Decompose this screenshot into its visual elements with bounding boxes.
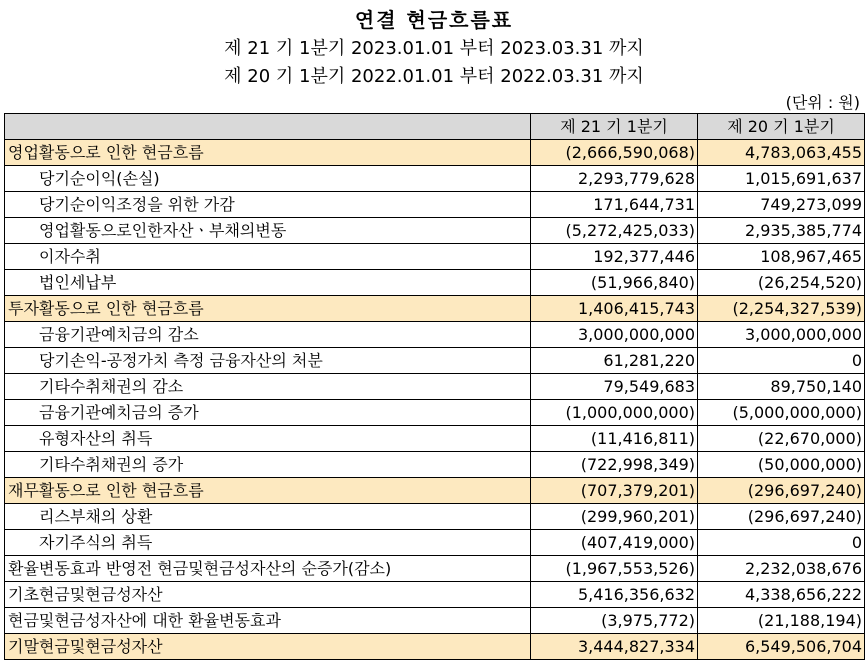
- current-period-value: 2,293,779,628: [531, 166, 698, 192]
- prior-period-value: 3,000,000,000: [698, 322, 865, 348]
- table-row: [5, 192, 865, 218]
- table-row: [5, 556, 865, 582]
- current-period-value: 61,281,220: [531, 348, 698, 374]
- current-period-value: (1,000,000,000): [531, 400, 698, 426]
- row-label: 법인세납부: [5, 270, 531, 296]
- prior-period-value: (22,670,000): [698, 426, 865, 452]
- current-period-value: (299,960,201): [531, 504, 698, 530]
- table-row: [5, 634, 865, 660]
- prior-period-value: (5,000,000,000): [698, 400, 865, 426]
- prior-period-value: 749,273,099: [698, 192, 865, 218]
- prior-period-value: 4,783,063,455: [698, 140, 865, 166]
- table-header-row: [5, 114, 865, 140]
- prior-period-value: (50,000,000): [698, 452, 865, 478]
- prior-period-value: (296,697,240): [698, 478, 865, 504]
- current-period-value: (1,967,553,526): [531, 556, 698, 582]
- row-label: 금융기관예치금의 감소: [5, 322, 531, 348]
- prior-period-value: 0: [698, 530, 865, 556]
- row-label: 금융기관예치금의 증가: [5, 400, 531, 426]
- current-period-value: 79,549,683: [531, 374, 698, 400]
- table-row: [5, 348, 865, 374]
- row-label: 환율변동효과 반영전 현금및현금성자산의 순증가(감소): [5, 556, 531, 582]
- table-row: [5, 140, 865, 166]
- current-period-value: 192,377,446: [531, 244, 698, 270]
- prior-period-value: 2,232,038,676: [698, 556, 865, 582]
- table-row: [5, 530, 865, 556]
- table-row: [5, 582, 865, 608]
- current-period-value: (722,998,349): [531, 452, 698, 478]
- row-label: 재무활동으로 인한 현금흐름: [5, 478, 531, 504]
- row-label: 유형자산의 취득: [5, 426, 531, 452]
- table-row: [5, 426, 865, 452]
- current-period-value: (2,666,590,068): [531, 140, 698, 166]
- current-period-value: (707,379,201): [531, 478, 698, 504]
- header-prior-period: 제 20 기 1분기: [698, 114, 865, 140]
- prior-period-value: (296,697,240): [698, 504, 865, 530]
- header-label-cell: [5, 114, 531, 140]
- row-label: 당기순이익(손실): [5, 166, 531, 192]
- period-current: 제 21 기 1분기 2023.01.01 부터 2023.03.31 까지: [224, 38, 644, 59]
- prior-period-value: (2,254,327,539): [698, 296, 865, 322]
- table-row: [5, 218, 865, 244]
- prior-period-value: 4,338,656,222: [698, 582, 865, 608]
- table-row: [5, 374, 865, 400]
- table-row: [5, 322, 865, 348]
- current-period-value: 3,444,827,334: [531, 634, 698, 660]
- period-prior: 제 20 기 1분기 2022.01.01 부터 2022.03.31 까지: [224, 66, 644, 87]
- table-row: [5, 244, 865, 270]
- row-label: 당기순이익조정을 위한 가감: [5, 192, 531, 218]
- table-row: [5, 452, 865, 478]
- prior-period-value: 1,015,691,637: [698, 166, 865, 192]
- current-period-value: (11,416,811): [531, 426, 698, 452]
- prior-period-value: (26,254,520): [698, 270, 865, 296]
- table-row: [5, 504, 865, 530]
- row-label: 기초현금및현금성자산: [5, 582, 531, 608]
- prior-period-value: 2,935,385,774: [698, 218, 865, 244]
- header-current-period: 제 21 기 1분기: [531, 114, 698, 140]
- current-period-value: (3,975,772): [531, 608, 698, 634]
- current-period-value: (51,966,840): [531, 270, 698, 296]
- table-body: [5, 140, 865, 660]
- table-row: [5, 608, 865, 634]
- row-label: 리스부채의 상환: [5, 504, 531, 530]
- unit-label: (단위 : 원): [785, 93, 860, 112]
- table-row: [5, 478, 865, 504]
- prior-period-value: 108,967,465: [698, 244, 865, 270]
- statement-title: 연결 현금흐름표: [354, 8, 514, 32]
- prior-period-value: 6,549,506,704: [698, 634, 865, 660]
- current-period-value: 5,416,356,632: [531, 582, 698, 608]
- current-period-value: (5,272,425,033): [531, 218, 698, 244]
- row-label: 기타수취채권의 감소: [5, 374, 531, 400]
- current-period-value: 1,406,415,743: [531, 296, 698, 322]
- current-period-value: 3,000,000,000: [531, 322, 698, 348]
- table-row: [5, 166, 865, 192]
- current-period-value: (407,419,000): [531, 530, 698, 556]
- prior-period-value: (21,188,194): [698, 608, 865, 634]
- row-label: 영업활동으로 인한 현금흐름: [5, 140, 531, 166]
- row-label: 기말현금및현금성자산: [5, 634, 531, 660]
- table-row: [5, 400, 865, 426]
- prior-period-value: 89,750,140: [698, 374, 865, 400]
- cash-flow-table: [4, 113, 865, 660]
- row-label: 이자수취: [5, 244, 531, 270]
- current-period-value: 171,644,731: [531, 192, 698, 218]
- row-label: 당기손익-공정가치 측정 금융자산의 처분: [5, 348, 531, 374]
- row-label: 자기주식의 취득: [5, 530, 531, 556]
- row-label: 투자활동으로 인한 현금흐름: [5, 296, 531, 322]
- table-row: [5, 296, 865, 322]
- prior-period-value: 0: [698, 348, 865, 374]
- row-label: 기타수취채권의 증가: [5, 452, 531, 478]
- row-label: 영업활동으로인한자산ㆍ부채의변동: [5, 218, 531, 244]
- table-row: [5, 270, 865, 296]
- row-label: 현금및현금성자산에 대한 환율변동효과: [5, 608, 531, 634]
